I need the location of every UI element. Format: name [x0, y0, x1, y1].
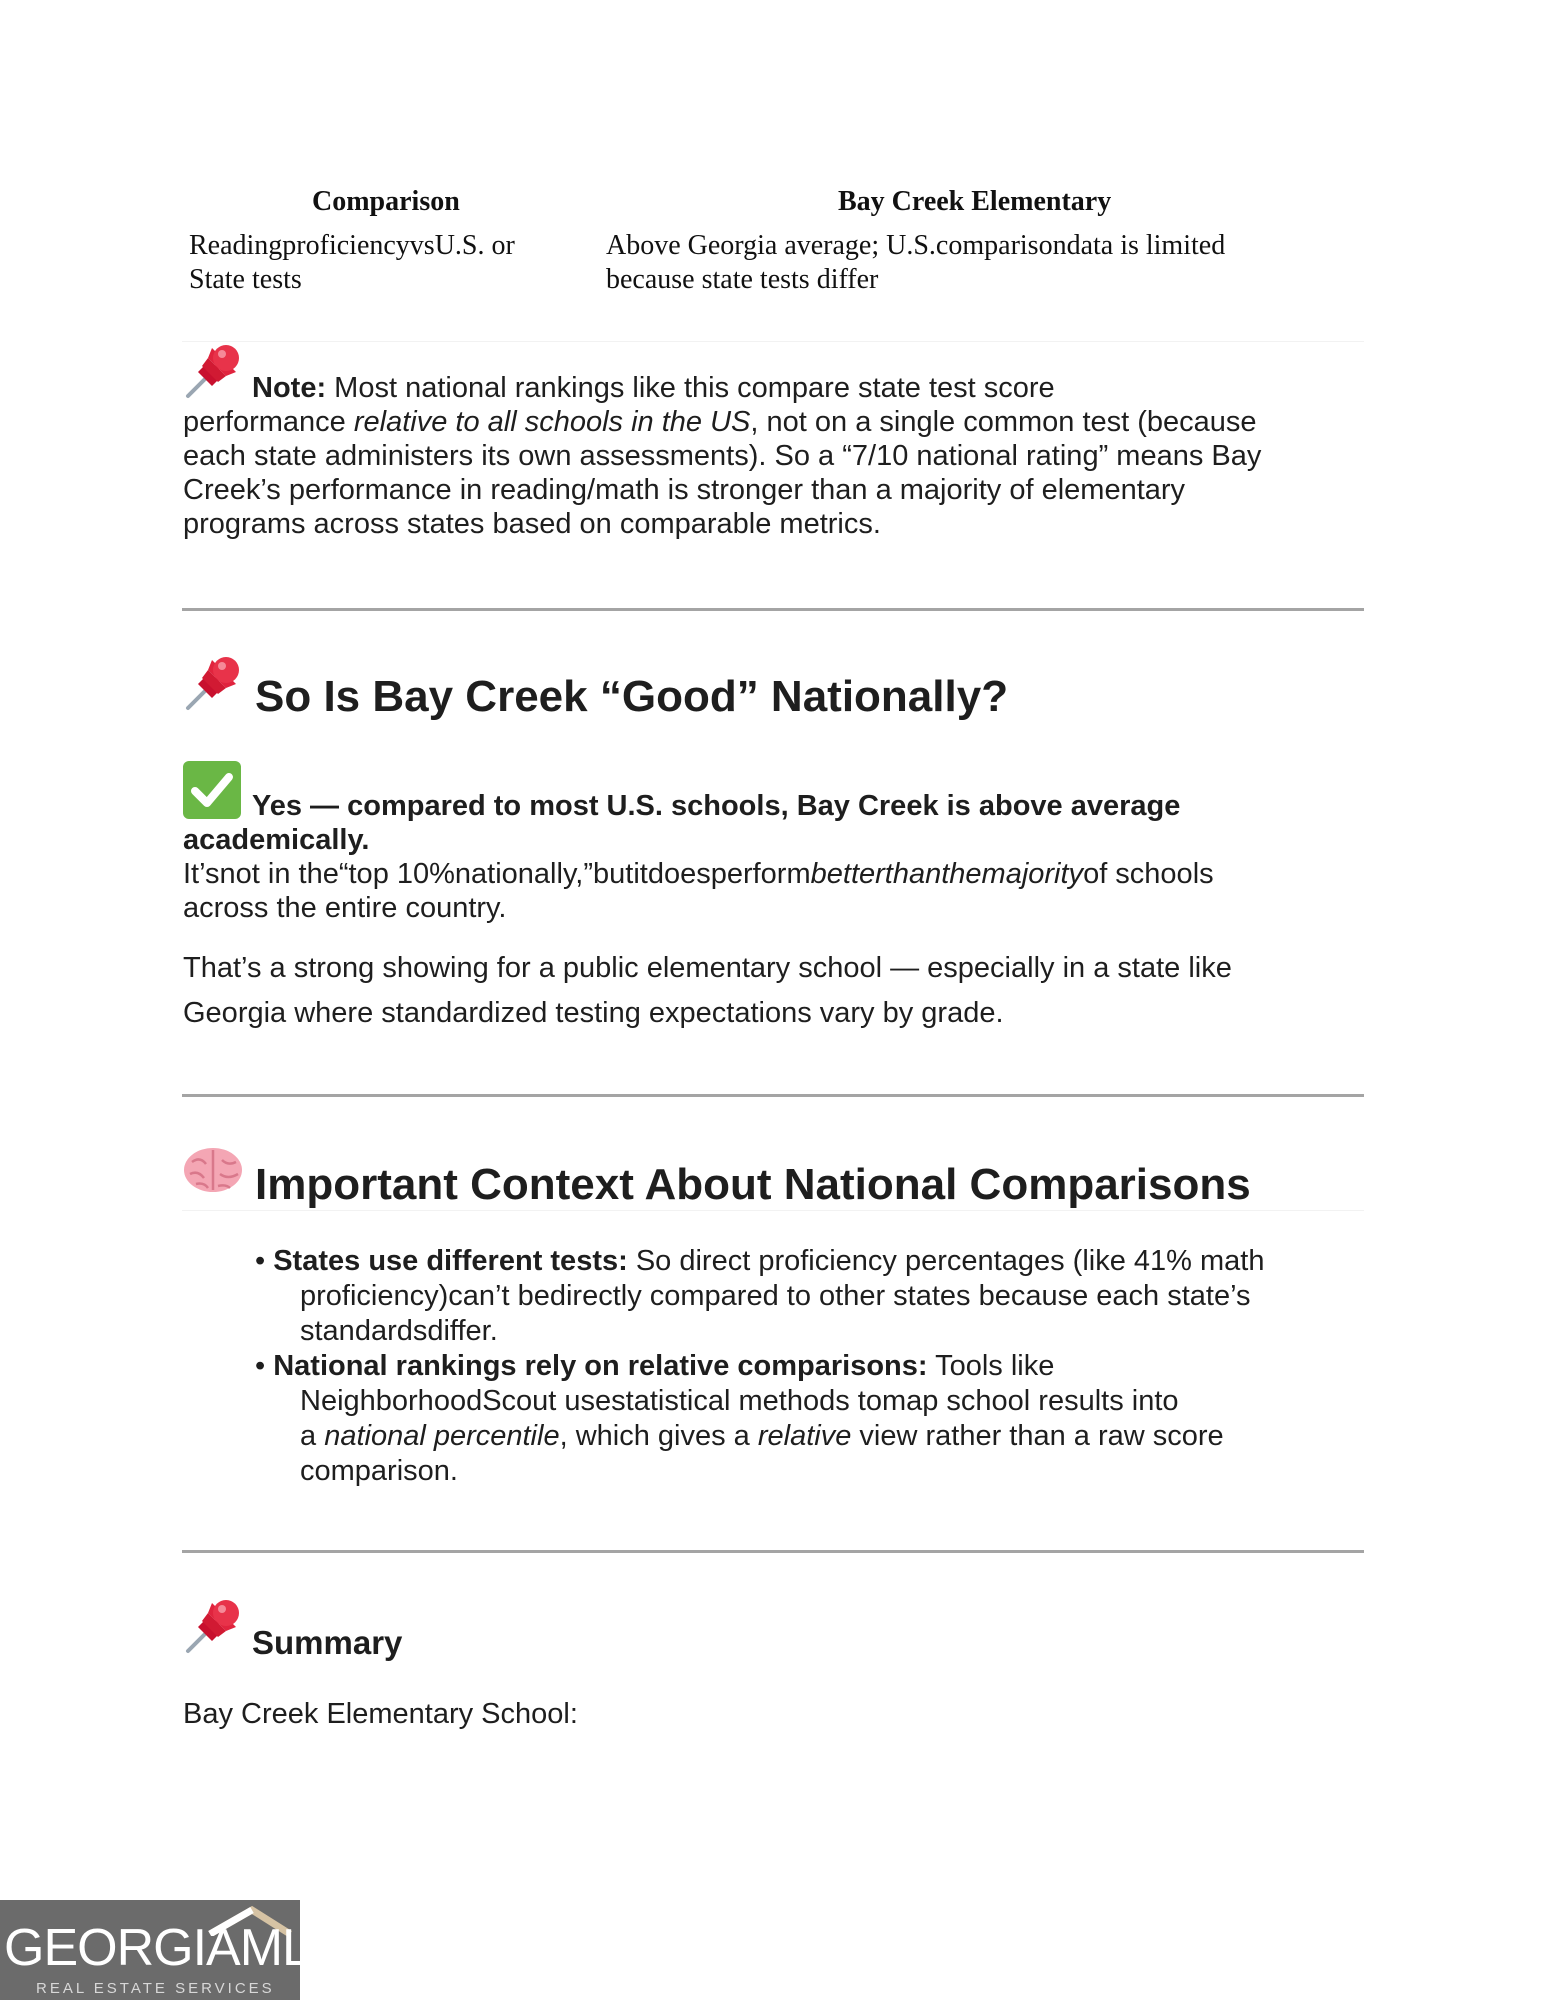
section-divider	[182, 1094, 1364, 1097]
table-divider	[182, 341, 1364, 342]
bullet-line: comparison.	[300, 1455, 458, 1487]
bullet-line: view rather than a raw score	[851, 1420, 1224, 1452]
good-line: of schools	[1083, 858, 1214, 890]
note-line: each state administers its own assessments). So a “7/10 national rating” means Bay	[183, 440, 1262, 472]
bullet-line: NeighborhoodScout usestatistical methods tomap school results into	[300, 1385, 1179, 1417]
bullet-line: , which gives a	[559, 1420, 758, 1452]
table-header-school: Bay Creek Elementary	[838, 186, 1112, 217]
logo-wordmark: GEORGIAMLS	[4, 1919, 344, 1977]
note-line: Creek’s performance in reading/math is stronger than a majority of elementary	[183, 474, 1186, 506]
bullet-bold: States use different tests:	[273, 1245, 628, 1277]
good-line: That’s a strong showing for a public elementary school — especially in a state like	[183, 952, 1232, 984]
table-cell-line: Above Georgia average; U.S.comparisondata is limited	[606, 230, 1226, 261]
table-cell-comparison	[189, 229, 515, 297]
note-label: Note:	[252, 372, 327, 404]
good-line: across the entire country.	[183, 892, 507, 924]
summary-text: Bay Creek Elementary School:	[183, 1698, 578, 1730]
bullet-bold: National rankings rely on relative comparisons:	[273, 1350, 928, 1382]
table-cell-line: because state tests differ	[606, 264, 879, 295]
section-divider	[182, 1550, 1364, 1553]
georgia-mls-logo	[0, 1900, 344, 2000]
heading-underline	[182, 1210, 1364, 1211]
bullet-emphasis: national percentile	[324, 1420, 560, 1452]
bullet-line: standardsdiffer.	[300, 1315, 498, 1347]
good-bold-line: Yes — compared to most U.S. schools, Bay Creek is above average	[252, 790, 1181, 822]
good-line: Georgia where standardized testing expectations vary by grade.	[183, 997, 1004, 1029]
note-line: programs across states based on comparable metrics.	[183, 508, 881, 540]
bullet-line: Tools like	[927, 1350, 1055, 1382]
section-divider	[182, 608, 1364, 611]
bullet-line: a	[300, 1420, 325, 1452]
table-cell-line: State tests	[189, 264, 302, 295]
good-line: It’snot in the“top 10%nationally,”butitdoesperform	[183, 858, 811, 890]
brain-icon	[182, 1144, 244, 1196]
good-bold-line: academically.	[183, 824, 370, 856]
note-line: , not on a single common test (because	[750, 406, 1257, 438]
pushpin-icon	[182, 1595, 244, 1657]
summary-heading: Summary	[252, 1624, 403, 1661]
note-paragraph	[183, 371, 1363, 541]
list-item: • States use different tests: So direct proficiency percentages (like 41% math proficiency)can’t bedirectly compared to other states because each state’s standardsdiffer.	[255, 1244, 1365, 1349]
table-header-comparison: Comparison	[312, 186, 460, 217]
list-item: • National rankings rely on relative comparisons: Tools like NeighborhoodScout usestatistical methods tomap school results into a national percentile, which gives a relative view rather than a raw score comparison.	[255, 1349, 1365, 1489]
table-cell-line: ReadingproficiencyvsU.S. or	[189, 230, 515, 261]
section-heading-good: So Is Bay Creek “Good” Nationally?	[255, 672, 1009, 721]
good-emphasis: betterthanthemajority	[810, 858, 1084, 890]
bullet-emphasis: relative	[757, 1420, 852, 1452]
pushpin-icon	[182, 652, 244, 714]
logo-tagline: REAL ESTATE SERVICES	[36, 1980, 275, 1997]
context-bullet-list	[255, 1244, 1365, 1489]
section-heading-context: Important Context About National Comparisons	[255, 1160, 1251, 1209]
good-paragraph-2	[183, 946, 1363, 1036]
bullet-line: proficiency)can’t bedirectly compared to other states because each state’s	[300, 1280, 1251, 1312]
good-paragraph	[183, 789, 1363, 925]
note-line: Most national rankings like this compare state test score	[326, 372, 1055, 404]
note-line: performance	[183, 406, 354, 438]
note-emphasis: relative to all schools in the US	[353, 406, 751, 438]
bullet-line: So direct proficiency percentages (like 41% math	[627, 1245, 1265, 1277]
table-cell-value	[606, 229, 1225, 297]
